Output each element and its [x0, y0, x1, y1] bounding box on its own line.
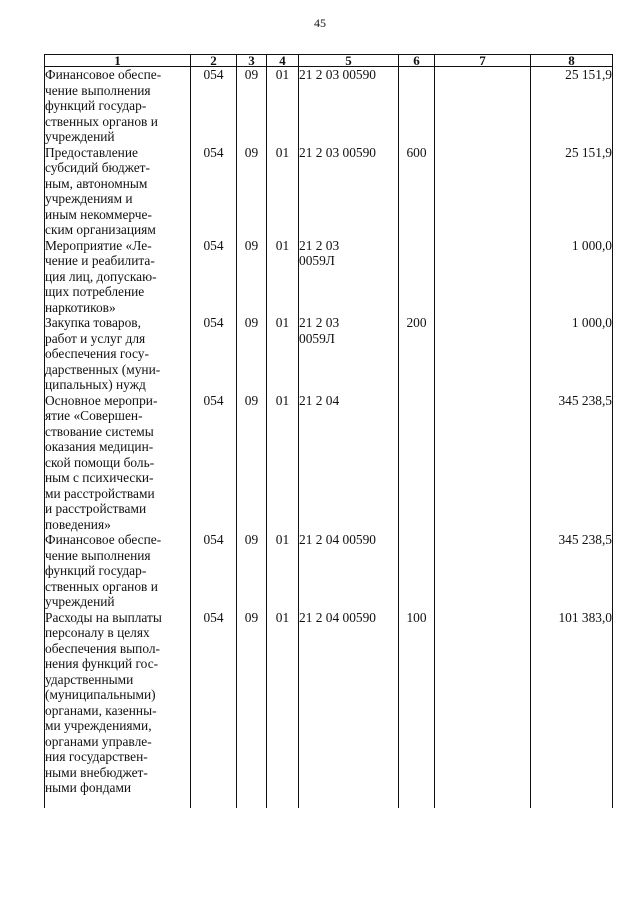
row-expense-type: [399, 532, 435, 610]
header-col-4: 4: [267, 55, 299, 67]
row-amount: 1 000,0: [531, 238, 613, 316]
row-amount: 345 238,5: [531, 393, 613, 533]
row-grbs: 054: [191, 238, 237, 316]
row-name: Основное меропри- ятие «Совершен- ствование системы оказания медицин- ской помощи боль- ным с психически- ми расстройствами и расстройствами поведения»: [45, 393, 191, 533]
row-amount: 1 000,0: [531, 315, 613, 393]
row-name: Финансовое обеспе- чение выполнения функций государ- ственных органов и учреждений: [45, 532, 191, 610]
row-expense-type: 600: [399, 145, 435, 238]
header-col-1: 1: [45, 55, 191, 67]
row-subsection: 01: [267, 67, 299, 145]
header-col-3: 3: [237, 55, 267, 67]
row-col7: [435, 532, 531, 610]
row-target-code: 21 2 03 0059Л: [299, 315, 399, 393]
row-target-code: 21 2 03 00590: [299, 67, 399, 145]
row-expense-type: [399, 67, 435, 145]
row-subsection: 01: [267, 238, 299, 316]
header-col-7: 7: [435, 55, 531, 67]
row-target-code: 21 2 04 00590: [299, 610, 399, 808]
row-amount: 101 383,0: [531, 610, 613, 808]
table-row: [45, 610, 613, 808]
row-name: Предоставление субсидий бюджет- ным, автономным учреждениям и иным некоммерче- ским организациям: [45, 145, 191, 238]
row-section: 09: [237, 315, 267, 393]
row-section: 09: [237, 393, 267, 533]
row-grbs: 054: [191, 67, 237, 145]
header-col-6: 6: [399, 55, 435, 67]
table-row: [45, 67, 613, 145]
row-subsection: 01: [267, 532, 299, 610]
row-section: 09: [237, 610, 267, 808]
row-grbs: 054: [191, 393, 237, 533]
row-section: 09: [237, 532, 267, 610]
row-grbs: 054: [191, 610, 237, 808]
row-subsection: 01: [267, 393, 299, 533]
header-col-2: 2: [191, 55, 237, 67]
row-subsection: 01: [267, 610, 299, 808]
row-subsection: 01: [267, 315, 299, 393]
table-row: [45, 393, 613, 533]
row-expense-type: 100: [399, 610, 435, 808]
row-col7: [435, 145, 531, 238]
row-name: Закупка товаров, работ и услуг для обеспечения госу- дарственных (муни- ципальных) нужд: [45, 315, 191, 393]
row-amount: 25 151,9: [531, 145, 613, 238]
header-col-8: 8: [531, 55, 613, 67]
row-name: Мероприятие «Ле- чение и реабилита- ция лиц, допускаю- щих потребление наркотиков»: [45, 238, 191, 316]
table-row: [45, 532, 613, 610]
row-subsection: 01: [267, 145, 299, 238]
row-col7: [435, 315, 531, 393]
row-target-code: 21 2 03 00590: [299, 145, 399, 238]
row-amount: 25 151,9: [531, 67, 613, 145]
row-section: 09: [237, 145, 267, 238]
row-grbs: 054: [191, 145, 237, 238]
row-section: 09: [237, 238, 267, 316]
row-expense-type: 200: [399, 315, 435, 393]
table-body: [45, 67, 613, 808]
row-section: 09: [237, 67, 267, 145]
row-col7: [435, 238, 531, 316]
table-row: [45, 238, 613, 316]
header-col-5: 5: [299, 55, 399, 67]
row-amount: 345 238,5: [531, 532, 613, 610]
row-name: Финансовое обеспе- чение выполнения функций государ- ственных органов и учреждений: [45, 67, 191, 145]
row-expense-type: [399, 393, 435, 533]
row-grbs: 054: [191, 315, 237, 393]
table-row: [45, 145, 613, 238]
row-col7: [435, 393, 531, 533]
row-target-code: 21 2 04 00590: [299, 532, 399, 610]
table-row: [45, 315, 613, 393]
row-name: Расходы на выплаты персоналу в целях обеспечения выпол- нения функций гос- ударственными (муниципальными) органами, казенны- ми учреждениями, органами управле- ния государствен- ными внебюджет- ными фондами: [45, 610, 191, 808]
page-number: 45: [314, 16, 326, 30]
row-col7: [435, 67, 531, 145]
table-header-row: [45, 55, 613, 67]
row-col7: [435, 610, 531, 808]
budget-table: [44, 54, 613, 808]
row-target-code: 21 2 04: [299, 393, 399, 533]
row-expense-type: [399, 238, 435, 316]
row-grbs: 054: [191, 532, 237, 610]
row-target-code: 21 2 03 0059Л: [299, 238, 399, 316]
